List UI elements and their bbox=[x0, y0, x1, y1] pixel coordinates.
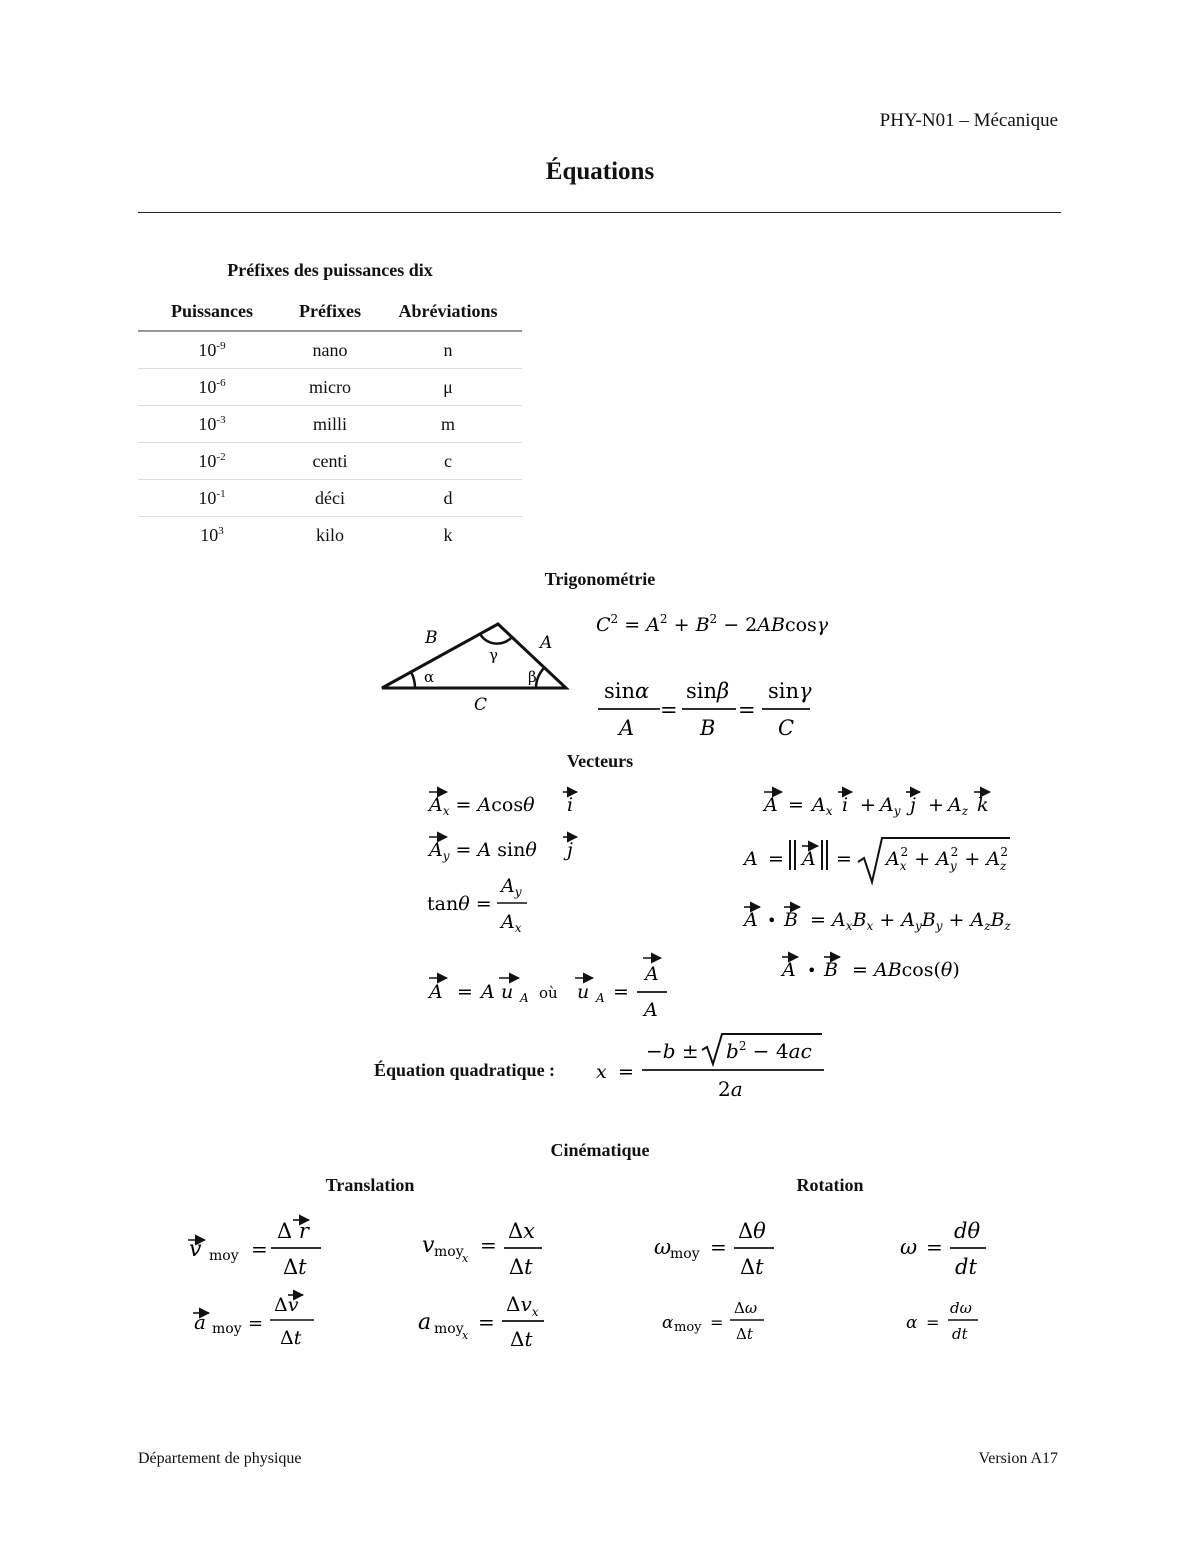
svg-text:A: A bbox=[645, 963, 659, 985]
svg-text:−b ±: −b ± bbox=[646, 1039, 699, 1063]
svg-text:+: + bbox=[928, 794, 944, 816]
alpha-arc bbox=[411, 672, 415, 688]
svg-text:=: = bbox=[457, 981, 473, 1003]
svg-text:Δv: Δv bbox=[274, 1294, 299, 1316]
svg-text:i: i bbox=[842, 794, 849, 816]
triangle-diagram bbox=[370, 610, 585, 715]
avg-velocity-x bbox=[420, 1212, 550, 1282]
vector-norm bbox=[740, 832, 1020, 890]
svg-text:Δt: Δt bbox=[280, 1327, 302, 1349]
footer-department: Département de physique bbox=[138, 1450, 302, 1467]
angular-acceleration bbox=[904, 1295, 994, 1347]
power-cell bbox=[138, 517, 286, 554]
vectors-title: Vecteurs bbox=[566, 751, 634, 771]
svg-text:moy: moy bbox=[670, 1246, 700, 1262]
side-label-b: B bbox=[425, 628, 438, 648]
svg-text:b2 − 4ac: $b^2 - 4ac$ bbox=[726, 1039, 812, 1063]
page-title: Équations bbox=[545, 158, 655, 185]
power-base: 10 bbox=[198, 413, 217, 434]
side-label-a: A bbox=[540, 633, 553, 653]
prefix-table-title: Préfixes des puissances dix bbox=[227, 260, 433, 280]
svg-text:moy: moy bbox=[434, 1321, 464, 1337]
svg-text:Δt: Δt bbox=[509, 1255, 533, 1279]
table-row bbox=[138, 480, 522, 517]
svg-text:dθ: dθ bbox=[954, 1219, 981, 1243]
abbreviation-cell: m bbox=[374, 406, 522, 443]
angle-label-alpha: α bbox=[424, 668, 435, 686]
quadratic-formula bbox=[594, 1030, 834, 1104]
svg-text:Ax: $A_x$ bbox=[812, 794, 833, 818]
svg-text:Ay: $A_y$ bbox=[501, 875, 522, 899]
svg-text:dt: dt bbox=[952, 1325, 968, 1343]
power-exponent: -2 bbox=[216, 450, 226, 463]
prefix-cell: milli bbox=[286, 406, 374, 443]
svg-text:A: A bbox=[744, 848, 758, 870]
svg-text:=: = bbox=[768, 848, 784, 870]
svg-text:2a: 2a bbox=[718, 1077, 743, 1101]
power-base: 10 bbox=[198, 339, 217, 360]
svg-text:sinγ: sinγ bbox=[768, 679, 812, 703]
svg-text:dω: dω bbox=[950, 1299, 972, 1317]
power-base: 10 bbox=[198, 376, 217, 397]
law-of-sines bbox=[596, 672, 821, 746]
column-header-prefixes: Préfixes bbox=[286, 292, 374, 331]
trig-title: Trigonométrie bbox=[544, 569, 656, 589]
abbreviation-cell: k bbox=[443, 524, 453, 545]
unit-vector-formula bbox=[425, 952, 675, 1024]
kinematics-title: Cinématique bbox=[550, 1140, 650, 1160]
svg-text:Δvx: $\Delta v_x$ bbox=[506, 1292, 539, 1319]
svg-text:=: = bbox=[738, 698, 756, 722]
title-divider bbox=[138, 212, 1061, 213]
avg-acceleration-vector bbox=[190, 1290, 330, 1352]
dot-product-angle bbox=[778, 945, 998, 987]
power-base: 10 bbox=[198, 487, 217, 508]
svg-text:=: = bbox=[788, 794, 804, 816]
svg-text:moy: moy bbox=[434, 1244, 464, 1260]
vector-component-y bbox=[425, 825, 585, 865]
svg-text:A: A bbox=[520, 991, 529, 1005]
svg-text:A: A bbox=[744, 909, 758, 931]
unit-word: où bbox=[539, 984, 558, 1002]
svg-text:=: = bbox=[613, 981, 629, 1003]
svg-text:=: = bbox=[618, 1061, 634, 1083]
svg-text:+: + bbox=[860, 794, 876, 816]
avg-acceleration-x bbox=[416, 1290, 556, 1352]
prefix-table bbox=[138, 292, 522, 553]
avg-angular-acceleration bbox=[660, 1295, 780, 1347]
svg-text:Δt: Δt bbox=[736, 1325, 753, 1343]
table-row bbox=[138, 406, 522, 443]
svg-text:a: a bbox=[194, 1310, 206, 1334]
svg-text:= ABcos(θ): = ABcos(θ) bbox=[852, 959, 960, 981]
column-header-abbreviations: Abréviations bbox=[374, 292, 522, 331]
footer-version: Version A17 bbox=[978, 1450, 1058, 1467]
svg-text:=: = bbox=[251, 1237, 268, 1261]
svg-text:Ax: $A_x$ bbox=[501, 911, 522, 935]
svg-text:v: v bbox=[422, 1233, 435, 1258]
prefix-cell: centi bbox=[286, 443, 374, 480]
svg-text:dt: dt bbox=[955, 1255, 977, 1279]
power-exponent: 3 bbox=[218, 524, 224, 537]
svg-text:moy: moy bbox=[212, 1321, 242, 1337]
power-cell bbox=[138, 369, 286, 406]
svg-text:sinβ: sinβ bbox=[686, 679, 730, 703]
svg-text:ω: ω bbox=[900, 1235, 918, 1259]
quadratic-label: Équation quadratique : bbox=[374, 1060, 556, 1080]
svg-text:B: B bbox=[824, 959, 838, 981]
svg-text:A: A bbox=[596, 991, 605, 1005]
svg-text:a: a bbox=[418, 1310, 432, 1335]
svg-text:moy: moy bbox=[674, 1320, 702, 1335]
prefix-cell: déci bbox=[286, 480, 374, 517]
svg-text:tanθ =: tanθ = bbox=[427, 893, 492, 915]
power-cell bbox=[138, 480, 286, 517]
svg-text:Az: $A_z$ bbox=[948, 794, 969, 818]
svg-text:=: = bbox=[926, 1313, 940, 1332]
svg-text:•: • bbox=[807, 961, 817, 980]
svg-text:= AxBx + AyBy + AzBz: = $A_xB_x + A_yB_y + A_zB_z$ bbox=[810, 909, 1011, 933]
svg-text:B: B bbox=[700, 716, 716, 740]
angle-label-beta: β bbox=[528, 668, 537, 686]
power-cell bbox=[138, 443, 286, 480]
svg-text:=: = bbox=[926, 1235, 943, 1259]
svg-text:=: = bbox=[248, 1313, 264, 1334]
abbreviation-cell: c bbox=[374, 443, 522, 480]
svg-text:=: = bbox=[480, 1233, 497, 1257]
svg-text:sinα: sinα bbox=[604, 679, 650, 703]
avg-angular-velocity bbox=[652, 1212, 782, 1282]
angular-velocity bbox=[898, 1212, 998, 1282]
svg-text:A: A bbox=[782, 959, 796, 981]
svg-text:Ay: $A_y$ bbox=[880, 794, 901, 818]
svg-text:v: v bbox=[189, 1237, 202, 1262]
prefix-cell: nano bbox=[286, 331, 374, 369]
svg-text:x: x bbox=[596, 1061, 607, 1083]
svg-text:u: u bbox=[501, 981, 514, 1003]
svg-text:A: A bbox=[429, 981, 443, 1003]
table-row bbox=[138, 443, 522, 480]
svg-text:Δt: Δt bbox=[283, 1255, 307, 1279]
svg-text:Δt: Δt bbox=[740, 1255, 764, 1279]
power-cell bbox=[138, 331, 286, 369]
side-label-c: C bbox=[474, 695, 488, 715]
svg-text:Δx: Δx bbox=[508, 1219, 536, 1243]
table-row bbox=[138, 517, 522, 554]
svg-text:Δθ: Δθ bbox=[738, 1219, 766, 1243]
svg-text:A: A bbox=[619, 716, 635, 740]
svg-text:x: x bbox=[462, 1252, 469, 1265]
svg-text:Δ r: Δ r bbox=[277, 1219, 309, 1243]
svg-text:j: j bbox=[567, 839, 573, 861]
column-header-powers: Puissances bbox=[138, 292, 286, 331]
abbreviation-cell: μ bbox=[374, 369, 522, 406]
svg-text:B: B bbox=[784, 909, 798, 931]
svg-text:Δt: Δt bbox=[510, 1327, 533, 1351]
prefix-cell: kilo bbox=[315, 524, 344, 545]
abbreviation-cell: d bbox=[374, 480, 522, 517]
course-label: PHY-N01 – Mécanique bbox=[879, 110, 1058, 131]
svg-text:•: • bbox=[767, 911, 777, 930]
svg-text:k: k bbox=[977, 794, 989, 816]
vector-component-x bbox=[425, 780, 585, 820]
table-row bbox=[138, 369, 522, 406]
power-base: 10 bbox=[198, 450, 217, 471]
avg-velocity-vector bbox=[185, 1212, 330, 1282]
svg-text:Ax2 + Ay2 + Az2: $A_x2 + A_y2 + A_z2$ bbox=[886, 845, 1009, 873]
dot-product-components bbox=[740, 895, 1030, 937]
svg-text:=: = bbox=[836, 848, 852, 870]
svg-text:α: α bbox=[906, 1313, 918, 1333]
svg-text:ω: ω bbox=[654, 1235, 672, 1259]
angle-label-gamma: γ bbox=[489, 646, 498, 664]
svg-text:x: x bbox=[462, 1329, 469, 1342]
gamma-arc bbox=[480, 634, 512, 644]
beta-arc bbox=[536, 668, 544, 688]
law-of-cosines bbox=[594, 608, 834, 642]
svg-text:C: C bbox=[778, 716, 795, 740]
svg-text:A: A bbox=[764, 794, 778, 816]
vector-decomposition bbox=[760, 780, 1010, 820]
power-base: 10 bbox=[200, 524, 219, 545]
svg-text:i: i bbox=[567, 794, 574, 816]
svg-text:α: α bbox=[662, 1313, 674, 1333]
svg-text:j: j bbox=[910, 794, 916, 816]
power-exponent: -1 bbox=[216, 487, 226, 500]
svg-text:Δω: Δω bbox=[734, 1299, 758, 1317]
svg-text:moy: moy bbox=[209, 1248, 239, 1264]
power-exponent: -9 bbox=[216, 339, 226, 352]
svg-text:=: = bbox=[710, 1313, 724, 1332]
abbreviation-cell: n bbox=[374, 331, 522, 369]
svg-text:=: = bbox=[478, 1310, 495, 1334]
prefix-cell: micro bbox=[286, 369, 374, 406]
table-row bbox=[138, 331, 522, 369]
svg-text:Ax = Acosθ: $A_x = Acos\theta$ bbox=[429, 794, 535, 818]
svg-text:C2 = A2 + B2 − 2ABcosγ: $C^2 = A^2 + B^2 - 2ABcos\gamma$ bbox=[596, 612, 829, 636]
svg-text:A: A bbox=[481, 981, 495, 1003]
svg-text:A: A bbox=[802, 848, 816, 870]
power-exponent: -3 bbox=[216, 413, 226, 426]
svg-text:Ay = A sinθ: $A_y = A$ sinθ bbox=[429, 839, 537, 863]
svg-text:=: = bbox=[710, 1235, 727, 1259]
svg-text:=: = bbox=[660, 698, 678, 722]
power-cell bbox=[138, 406, 286, 443]
svg-text:u: u bbox=[577, 981, 590, 1003]
translation-title: Translation bbox=[325, 1175, 415, 1195]
tangent-formula bbox=[425, 870, 555, 936]
svg-text:A: A bbox=[644, 999, 658, 1021]
power-exponent: -6 bbox=[216, 376, 226, 389]
rotation-title: Rotation bbox=[796, 1175, 864, 1195]
